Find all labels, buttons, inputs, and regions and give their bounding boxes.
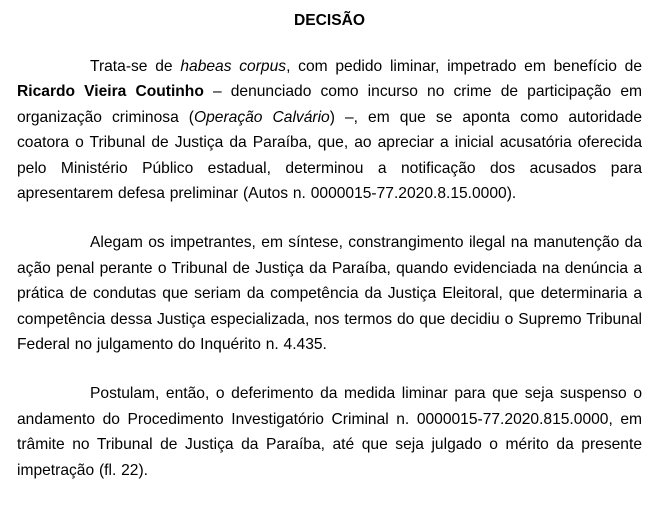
paragraph-1-text-4: ) –, em que se aponta como autoridade coatora o Tribunal de Justiça da Paraíba, que, ao apreciar a inicial acusatória oferecida pelo Ministério Público estadual, determinou a notificação dos acusados para apresentarem defesa preliminar (Autos n. 0000015-77.2020.8.15.0000).: [17, 108, 643, 203]
paragraph-1-italic-habeas-corpus: habeas corpus: [180, 58, 287, 75]
paragraph-1-text-1: Trata-se de: [90, 58, 181, 75]
paragraph-1-bold-name: Ricardo Vieira Coutinho: [17, 83, 204, 101]
paragraph-2: Alegam os impetrantes, em síntese, constrangimento ilegal na manutenção da ação penal perante o Tribunal de Justiça da Paraíba, quando evidenciada na denúncia a prática de condutas que seriam da competência da Justiça Eleitoral, que determinaria a competência dessa Justiça especializada, nos termos do que decidiu o Supremo Tribunal Federal no julgamento do Inquérito n. 4.435.: [17, 234, 642, 354]
paragraph-1-italic-operation: Operação Calvário: [194, 108, 330, 126]
paragraph-1-text-3: – denunciado como incurso no crime de participação em organização criminosa (: [17, 83, 642, 126]
paragraph-3: Postulam, então, o deferimento da medida liminar para que seja suspenso o andamento do Procedimento Investigatório Criminal n. 0000015-77.2020.815.0000, em trâmite no Tribunal de Justiça da Paraíba, até que seja julgado o mérito da presente impetração (fl. 22).: [17, 385, 642, 479]
paragraph-1: [17, 54, 642, 206]
document-title: DECISÃO: [293, 12, 366, 29]
paragraph-1-text-2: , com pedido liminar, impetrado em benefício de: [286, 58, 642, 75]
